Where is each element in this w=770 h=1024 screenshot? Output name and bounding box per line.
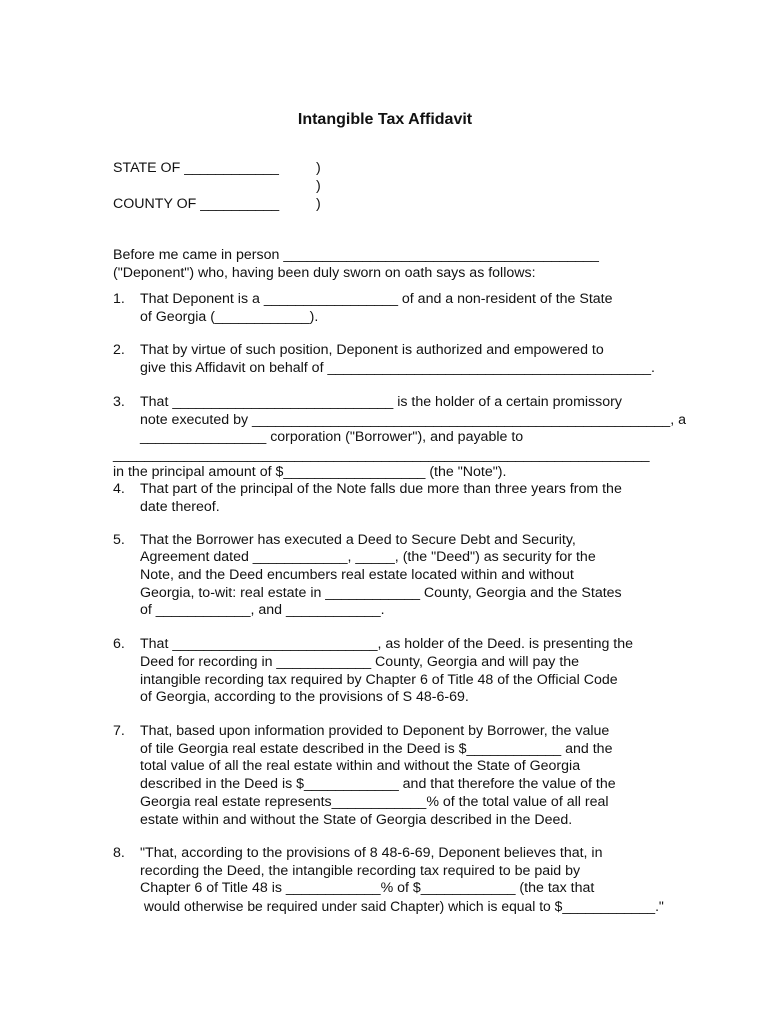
item-line: That part of the principal of the Note falls due more than three years from the <box>140 481 622 497</box>
item-continuation-line: ____________________________________________________________________ <box>113 447 650 463</box>
item-number: 2. <box>113 342 125 358</box>
item-line: date thereof. <box>140 499 220 515</box>
item-number: 1. <box>113 291 125 307</box>
intro-line: Before me came in person ________________________________________ <box>113 247 599 263</box>
item-line: That by virtue of such position, Deponent is authorized and empowered to <box>140 342 604 358</box>
item-line: would otherwise be required under said Chapter) which is equal to $____________." <box>140 898 664 914</box>
item-line: of Georgia (____________). <box>140 309 319 325</box>
caption-paren: ) <box>316 160 321 176</box>
item-continuation-line: in the principal amount of $__________________ (the "Note"). <box>113 464 507 480</box>
caption-state: STATE OF ____________ <box>113 160 279 176</box>
item-line: estate within and without the State of Georgia described in the Deed. <box>140 812 573 828</box>
item-line: Note, and the Deed encumbers real estate located within and without <box>140 567 574 583</box>
item-number: 6. <box>113 636 125 652</box>
item-line: intangible recording tax required by Chapter 6 of Title 48 of the Official Code <box>140 672 618 688</box>
item-line: That, based upon information provided to Deponent by Borrower, the value <box>140 723 610 739</box>
intro-line: ("Deponent") who, having been duly sworn on oath says as follows: <box>113 265 536 281</box>
item-line: of Georgia, according to the provisions of S 48-6-69. <box>140 689 469 705</box>
document-title: Intangible Tax Affidavit <box>297 111 473 128</box>
item-line: give this Affidavit on behalf of _________________________________________. <box>140 360 655 376</box>
item-number: 5. <box>113 532 125 548</box>
item-line: Deed for recording in ____________ County, Georgia and will pay the <box>140 654 580 670</box>
item-number: 8. <box>113 845 125 861</box>
item-number: 7. <box>113 723 125 739</box>
caption-county: COUNTY OF __________ <box>113 196 280 212</box>
item-line: That Deponent is a _________________ of and a non-resident of the State <box>140 291 613 307</box>
item-line: That the Borrower has executed a Deed to Secure Debt and Security, <box>140 532 576 548</box>
item-line: Agreement dated ____________, _____, (the "Deed") as security for the <box>140 549 596 565</box>
item-line: of tile Georgia real estate described in the Deed is $____________ and the <box>140 741 613 757</box>
item-number: 3. <box>113 394 125 410</box>
item-number: 4. <box>113 481 125 497</box>
item-line: described in the Deed is $____________ and that therefore the value of the <box>140 776 616 792</box>
item-line: of ____________, and ____________. <box>140 602 385 618</box>
item-line: total value of all the real estate within and without the State of Georgia <box>140 758 581 774</box>
item-line: Georgia, to-wit: real estate in ____________ County, Georgia and the States <box>140 585 622 601</box>
item-line: note executed by _____________________________________________________, a <box>140 412 686 428</box>
item-line: Georgia real estate represents____________% of the total value of all real <box>140 794 609 810</box>
item-line: That ____________________________ is the holder of a certain promissory <box>140 394 622 410</box>
item-line: ________________ corporation ("Borrower"), and payable to <box>140 429 524 445</box>
item-line: That __________________________, as holder of the Deed. is presenting the <box>140 636 634 652</box>
caption-paren: ) <box>316 196 321 212</box>
item-line: recording the Deed, the intangible recording tax required to be paid by <box>140 863 581 879</box>
item-line: Chapter 6 of Title 48 is ____________% of $____________ (the tax that <box>140 880 595 896</box>
caption-paren: ) <box>316 178 321 194</box>
item-line: "That, according to the provisions of 8 48-6-69, Deponent believes that, in <box>140 845 603 861</box>
